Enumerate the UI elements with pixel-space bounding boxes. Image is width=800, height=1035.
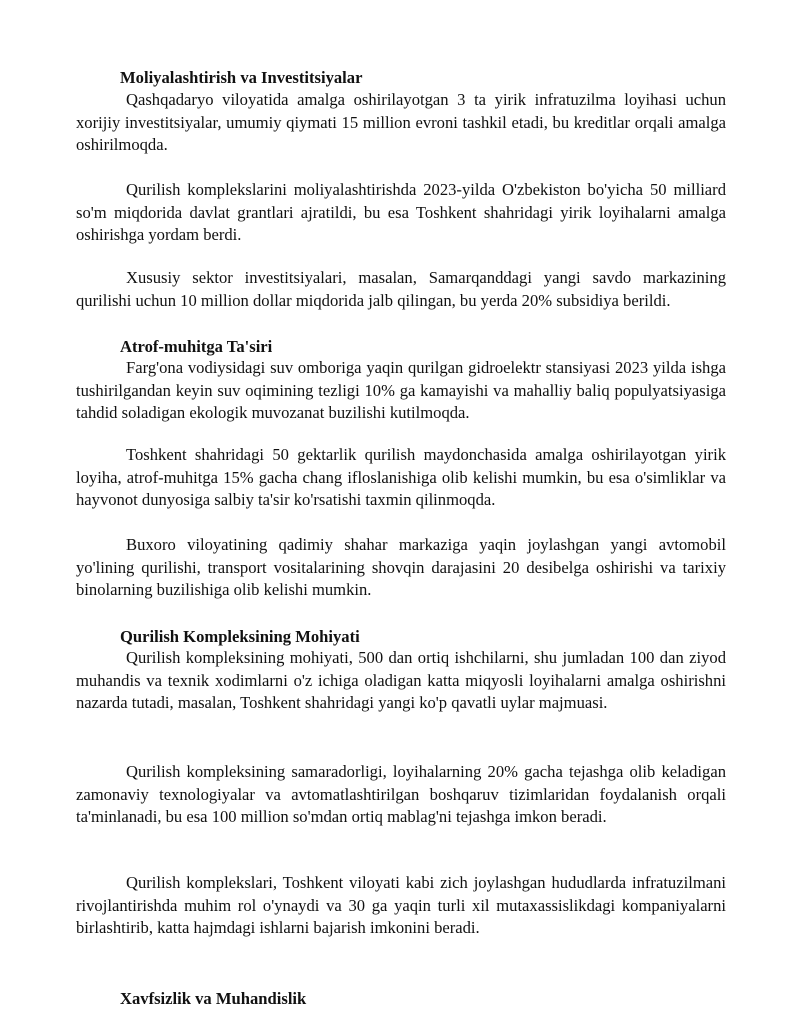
- section-heading-safety: Xavfsizlik va Muhandislik: [120, 989, 307, 1008]
- paragraph: Qurilish kompleksining mohiyati, 500 dan ortiq ishchilarni, shu jumladan 100 dan ziyod muhandis va texnik xodimlarni o'z ichiga oladigan katta miqyosli loyihalarni amalga oshirishni nazarda tutadi, masalan, Toshkent shahridagi yangi ko'p qavatli uylar majmuasi.: [76, 648, 726, 713]
- section-heading-financing: Moliyalashtirish va Investitsiyalar: [120, 68, 363, 87]
- paragraph: Qurilish komplekslari, Toshkent viloyati kabi zich joylashgan hududlarda infratuzilmani rivojlantirishda muhim rol o'ynaydi va 30 ga yaqin turli xil mutaxassislikdagi kompaniyalarni birlashtirib, katta hajmdagi ishlarni bajarish imkonini beradi.: [76, 873, 726, 938]
- section-heading-construction-essence: Qurilish Kompleksining Mohiyati: [120, 627, 360, 646]
- section-heading-environment: Atrof-muhitga Ta'siri: [120, 337, 273, 356]
- paragraph: Buxoro viloyatining qadimiy shahar markaziga yaqin joylashgan yangi avtomobil yo'lining qurilishi, transport vositalarining shovqin darajasini 20 desibelga oshirishi va tarixiy binolarning buzilishiga olib kelishi mumkin.: [76, 535, 726, 600]
- paragraph: Xususiy sektor investitsiyalari, masalan, Samarqanddagi yangi savdo markazining qurilishi uchun 10 million dollar miqdorida jalb qilingan, bu yerda 20% subsidiya berildi.: [76, 268, 726, 310]
- paragraph: Qurilish kompleksining samaradorligi, loyihalarning 20% gacha tejashga olib keladigan zamonaviy texnologiyalar va avtomatlashtirilgan boshqaruv tizimlaridan foydalanish orqali ta'minlanadi, bu esa 100 million so'mdan ortiq mablag'ni tejashga imkon beradi.: [76, 762, 726, 827]
- paragraph: Toshkent shahridagi 50 gektarlik qurilish maydonchasida amalga oshirilayotgan yirik loyiha, atrof-muhitga 15% gacha chang ifloslanishiga olib kelishi mumkin, bu esa o'simliklar va hayvonot dunyosiga salbiy ta'sir ko'rsatishi taxmin qilinmoqda.: [76, 445, 726, 510]
- paragraph: Farg'ona vodiysidagi suv omboriga yaqin qurilgan gidroelektr stansiyasi 2023 yilda ishga tushirilgandan keyin suv oqimining tezligi 10% ga kamayishi va mahalliy baliq populyatsiyasiga tahdid soladigan ekologik muvozanat buzilishi kutilmoqda.: [76, 358, 726, 423]
- paragraph: Qurilish komplekslarini moliyalashtirishda 2023-yilda O'zbekiston bo'yicha 50 milliard so'm miqdorida davlat grantlari ajratildi, bu esa Toshkent shahridagi yirik loyihalarni amalga oshirishga yordam berdi.: [76, 180, 726, 245]
- paragraph: Qashqadaryo viloyatida amalga oshirilayotgan 3 ta yirik infratuzilma loyihasi uchun xorijiy investitsiyalar, umumiy qiymati 15 million evroni tashkil etadi, bu kreditlar orqali amalga oshirilmoqda.: [76, 90, 726, 155]
